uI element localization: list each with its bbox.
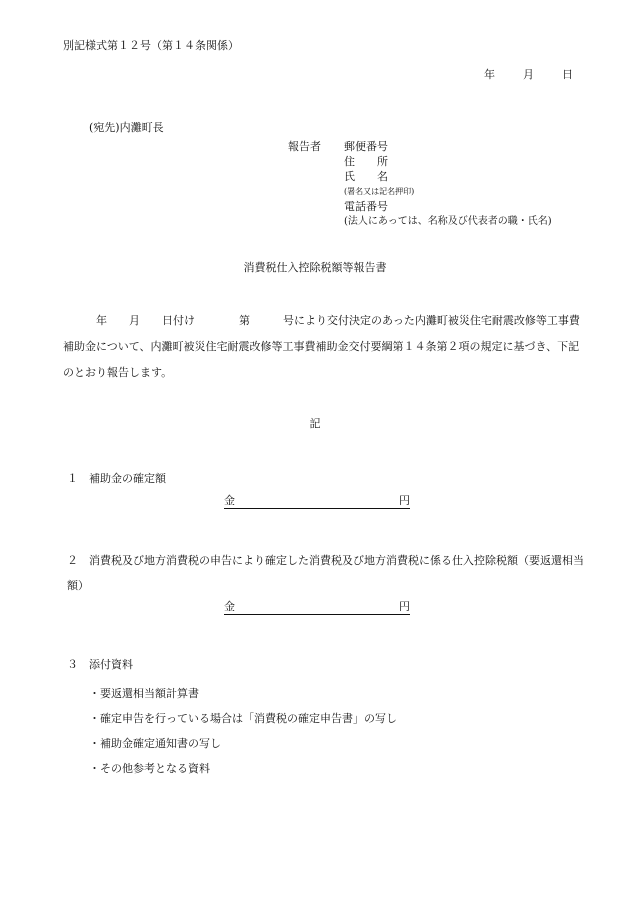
body-paragraph: 年 月 日付け 第 号により交付決定のあった内灘町被災住宅耐震改修等工事費補助金について、内灘町被災住宅耐震改修等工事費補助金交付要綱第１４条第２項の規定に基づき、下記のとおり報告します。	[63, 314, 580, 379]
list-item: ・確定申告を行っている場合は「消費税の確定申告書」の写し	[89, 712, 397, 725]
section-3-label: ３ 添付資料	[67, 658, 133, 671]
signature-note: (署名又は記名押印)	[344, 187, 415, 196]
postal-code-label: 郵便番号	[344, 140, 388, 153]
addressee: (宛先)内灘町長	[89, 121, 164, 134]
section-2-amount-field[interactable]	[224, 600, 410, 615]
date-line	[484, 66, 573, 82]
attachment-list	[89, 681, 397, 781]
date-day: 日	[562, 68, 573, 81]
date-month: 月	[523, 68, 534, 81]
amount-prefix: 金	[224, 600, 235, 613]
document-title: 消費税仕入控除税額等報告書	[243, 261, 387, 274]
list-item: ・補助金確定通知書の写し	[89, 737, 221, 750]
ki-heading: 記	[309, 417, 321, 430]
corporation-note: (法人にあっては、名称及び代表者の職・氏名)	[344, 216, 552, 227]
list-item: ・その他参考となる資料	[89, 762, 210, 775]
address-label: 住 所	[344, 155, 388, 168]
amount-suffix: 円	[399, 600, 410, 613]
section-1-amount-field[interactable]	[224, 494, 410, 509]
amount-suffix: 円	[399, 494, 410, 507]
name-label: 氏 名	[344, 170, 388, 183]
reporter-heading: 報告者	[288, 140, 321, 153]
section-1-label: １ 補助金の確定額	[67, 472, 166, 485]
list-item: ・要返還相当額計算書	[89, 687, 199, 700]
phone-label: 電話番号	[344, 200, 388, 213]
date-year: 年	[484, 68, 495, 81]
amount-prefix: 金	[224, 494, 235, 507]
reporter-block	[288, 139, 552, 229]
form-number: 別記様式第１２号（第１４条関係）	[63, 39, 239, 52]
section-2-label: ２ 消費税及び地方消費税の申告により確定した消費税及び地方消費税に係る仕入控除税額（要返還相当額）	[67, 554, 584, 592]
